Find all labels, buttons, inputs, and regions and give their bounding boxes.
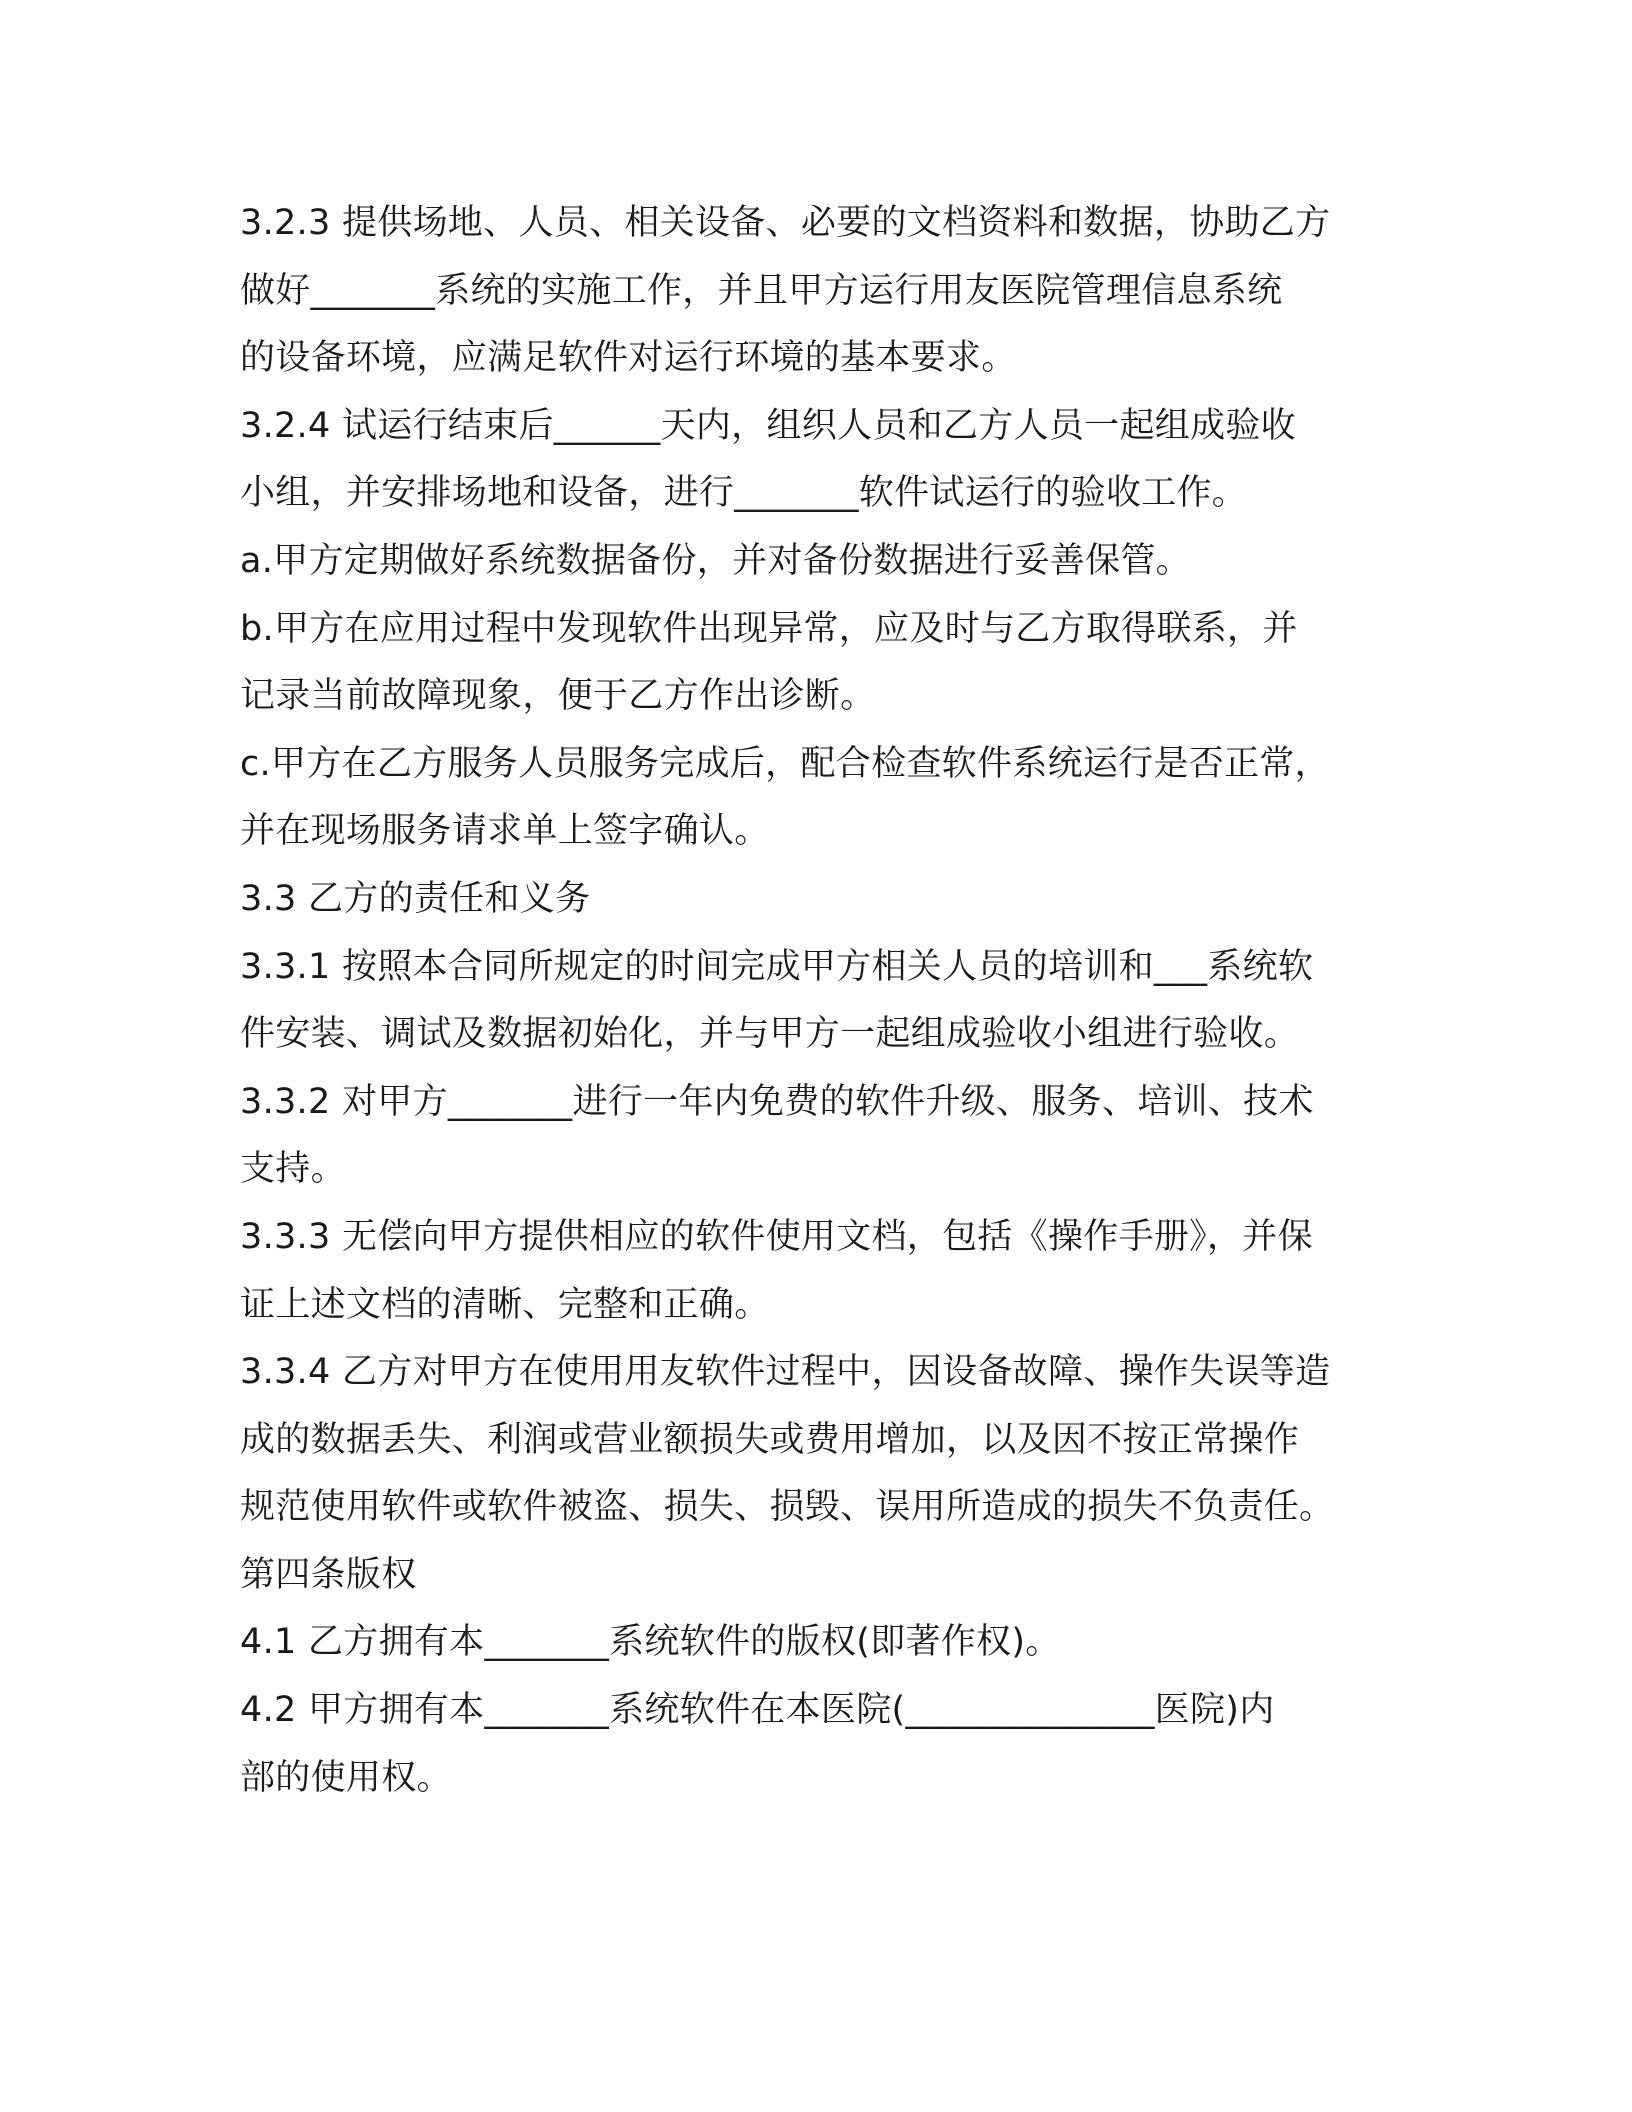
section-heading: 3.3 乙方的责任和义务 — [240, 878, 591, 919]
text-line: 并在现场服务请求单上签字确认。 — [240, 811, 770, 852]
text-line: 3.3.3 无偿向甲方提供相应的软件使用文档，包括《操作手册》，并保 — [240, 1216, 1313, 1257]
text-line: 件安装、调试及数据初始化，并与甲方一起组成验收小组进行验收。 — [240, 1014, 1300, 1055]
text-line: 的设备环境，应满足软件对运行环境的基本要求。 — [240, 338, 1017, 379]
article-heading: 第四条版权 — [240, 1554, 417, 1595]
text-line: 部的使用权。 — [240, 1757, 452, 1798]
contract-text-body — [240, 190, 1390, 1812]
text-line: 支持。 — [240, 1149, 346, 1190]
text-line: 证上述文档的清晰、完整和正确。 — [240, 1284, 770, 1325]
text-line: 规范使用软件或软件被盗、损失、损毁、误用所造成的损失不负责任。 — [240, 1487, 1335, 1528]
text-line: 4.2 甲方拥有本_______系统软件在本医院(______________医院)内 — [240, 1690, 1275, 1731]
text-line: 做好_______系统的实施工作，并且甲方运行用友医院管理信息系统 — [240, 270, 1283, 311]
text-line: 成的数据丢失、利润或营业额损失或费用增加，以及因不按正常操作 — [240, 1419, 1300, 1460]
text-line: 小组，并安排场地和设备，进行_______软件试运行的验收工作。 — [240, 473, 1248, 514]
text-line: 3.3.2 对甲方_______进行一年内免费的软件升级、服务、培训、技术 — [240, 1081, 1314, 1122]
text-line: a.甲方定期做好系统数据备份，并对备份数据进行妥善保管。 — [240, 540, 1191, 581]
text-line: 3.3.1 按照本合同所规定的时间完成甲方相关人员的培训和___系统软 — [240, 946, 1314, 987]
text-line: c.甲方在乙方服务人员服务完成后，配合检查软件系统运行是否正常， — [240, 743, 1330, 784]
text-line: 3.3.4 乙方对甲方在使用用友软件过程中，因设备故障、操作失误等造 — [240, 1352, 1331, 1393]
text-line: 记录当前故障现象，便于乙方作出诊断。 — [240, 676, 876, 717]
text-line: 3.2.3 提供场地、人员、相关设备、必要的文档资料和数据，协助乙方 — [240, 203, 1331, 243]
text-line: b.甲方在应用过程中发现软件出现异常，应及时与乙方取得联系，并 — [240, 608, 1298, 649]
text-line: 3.2.4 试运行结束后______天内，组织人员和乙方人员一起组成验收 — [240, 405, 1296, 446]
text-line: 4.1 乙方拥有本_______系统软件的版权(即著作权)。 — [240, 1622, 1061, 1663]
